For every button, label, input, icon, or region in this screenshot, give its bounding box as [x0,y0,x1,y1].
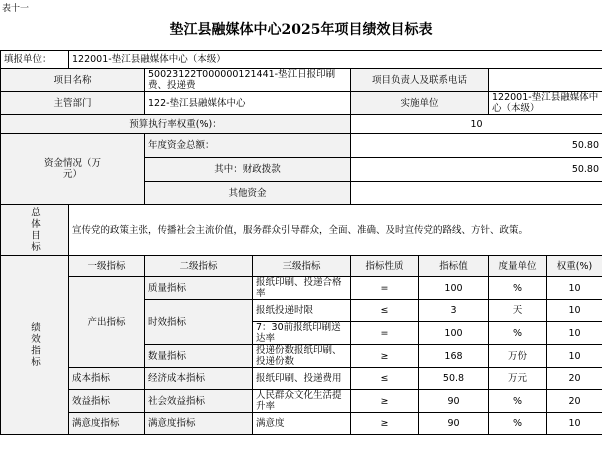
table-row [1,390,602,413]
header-unit: 度量单位 [489,256,547,277]
indicator-level3: 投递份数报纸印刷、投递份数 [253,345,351,368]
indicator-nature: ≥ [351,413,419,435]
indicator-level2: 社会效益指标 [145,390,253,413]
indicator-nature: = [351,277,419,300]
overall-goal-label: 总体目标 [29,207,40,253]
indicator-nature: ≥ [351,345,419,368]
funds-fiscal-value: 50.80 [351,158,602,182]
cost-indicator-label: 成本指标 [69,368,145,390]
indicator-value: 100 [419,322,489,345]
indicator-level3: 报纸印刷、投递费用 [253,368,351,390]
indicators-section-label: 绩效指标 [29,322,40,368]
indicators-label-cell [1,256,69,435]
project-name-value: 50023122T000000121441-垫江日报印刷费、投递费 [145,69,351,92]
satisfaction-indicator-label: 满意度指标 [69,413,145,435]
indicator-nature: ≤ [351,300,419,322]
funds-label [1,134,145,205]
indicator-level2: 满意度指标 [145,413,253,435]
table-row [1,277,602,300]
header-value: 指标值 [419,256,489,277]
funds-label-text: 资金情况（万元） [43,158,101,180]
indicator-level3: 满意度 [253,413,351,435]
indicator-unit: 天 [489,300,547,322]
indicator-unit: % [489,322,547,345]
funds-total-label: 年度资金总额： [145,134,351,158]
impl-unit-value: 122001-垫江县融媒体中心（本级） [489,92,602,115]
project-leader-value [489,69,602,92]
indicator-nature: ≤ [351,368,419,390]
indicator-value: 3 [419,300,489,322]
indicator-unit: % [489,413,547,435]
header-nature: 指标性质 [351,256,419,277]
indicator-value: 90 [419,413,489,435]
funds-fiscal-label: 其中：财政拨款 [145,158,351,182]
indicator-weight: 10 [547,322,602,345]
impl-unit-label: 实施单位 [351,92,489,115]
indicator-level2: 经济成本指标 [145,368,253,390]
performance-goal-table [0,50,602,435]
funds-other-value [351,182,602,205]
indicator-weight: 20 [547,368,602,390]
header-level3: 三级指标 [253,256,351,277]
indicator-unit: 万元 [489,368,547,390]
header-weight: 权重(%) [547,256,602,277]
indicator-value: 168 [419,345,489,368]
table-number: 表十一 [2,4,30,14]
indicator-weight: 10 [547,413,602,435]
indicator-weight: 20 [547,390,602,413]
funds-other-label: 其他资金 [145,182,351,205]
competent-dept-label: 主管部门 [1,92,145,115]
indicator-level3: 7：30前报纸印刷送达率 [253,322,351,345]
competent-dept-value: 122-垫江县融媒体中心 [145,92,351,115]
indicator-level2: 质量指标 [145,277,253,300]
indicator-weight: 10 [547,300,602,322]
indicator-value: 50.8 [419,368,489,390]
indicator-unit: % [489,277,547,300]
indicator-nature: = [351,322,419,345]
output-indicator-label: 产出指标 [69,277,145,368]
benefit-indicator-label: 效益指标 [69,390,145,413]
fill-unit-value: 122001-垫江县融媒体中心（本级） [69,51,602,69]
indicator-level2: 数量指标 [145,345,253,368]
overall-goal-label-cell [1,205,69,256]
indicator-level3: 报纸印刷、投递合格率 [253,277,351,300]
table-row [1,368,602,390]
indicator-value: 90 [419,390,489,413]
budget-weight-label: 预算执行率权重(%)： [1,115,351,134]
indicator-weight: 10 [547,345,602,368]
table-row [1,413,602,435]
project-name-label: 项目名称 [1,69,145,92]
indicator-level3: 报纸投递时限 [253,300,351,322]
indicator-level3: 人民群众文化生活提升率 [253,390,351,413]
indicator-level2: 时效指标 [145,300,253,345]
indicator-value: 100 [419,277,489,300]
indicator-nature: ≥ [351,390,419,413]
overall-goal-text: 宣传党的政策主张，传播社会主流价值，服务群众引导群众，全面、准确、及时宣传党的路线、方针、政策。 [69,205,602,256]
indicator-unit: % [489,390,547,413]
header-level2: 二级指标 [145,256,253,277]
fill-unit-label: 填报单位： [1,51,69,69]
budget-weight-value: 10 [351,115,602,134]
page-title: 垫江县融媒体中心2025年项目绩效目标表 [169,22,433,38]
funds-total-value: 50.80 [351,134,602,158]
indicator-weight: 10 [547,277,602,300]
indicator-unit: 万份 [489,345,547,368]
project-leader-label: 项目负责人及联系电话 [351,69,489,92]
header-level1: 一级指标 [69,256,145,277]
